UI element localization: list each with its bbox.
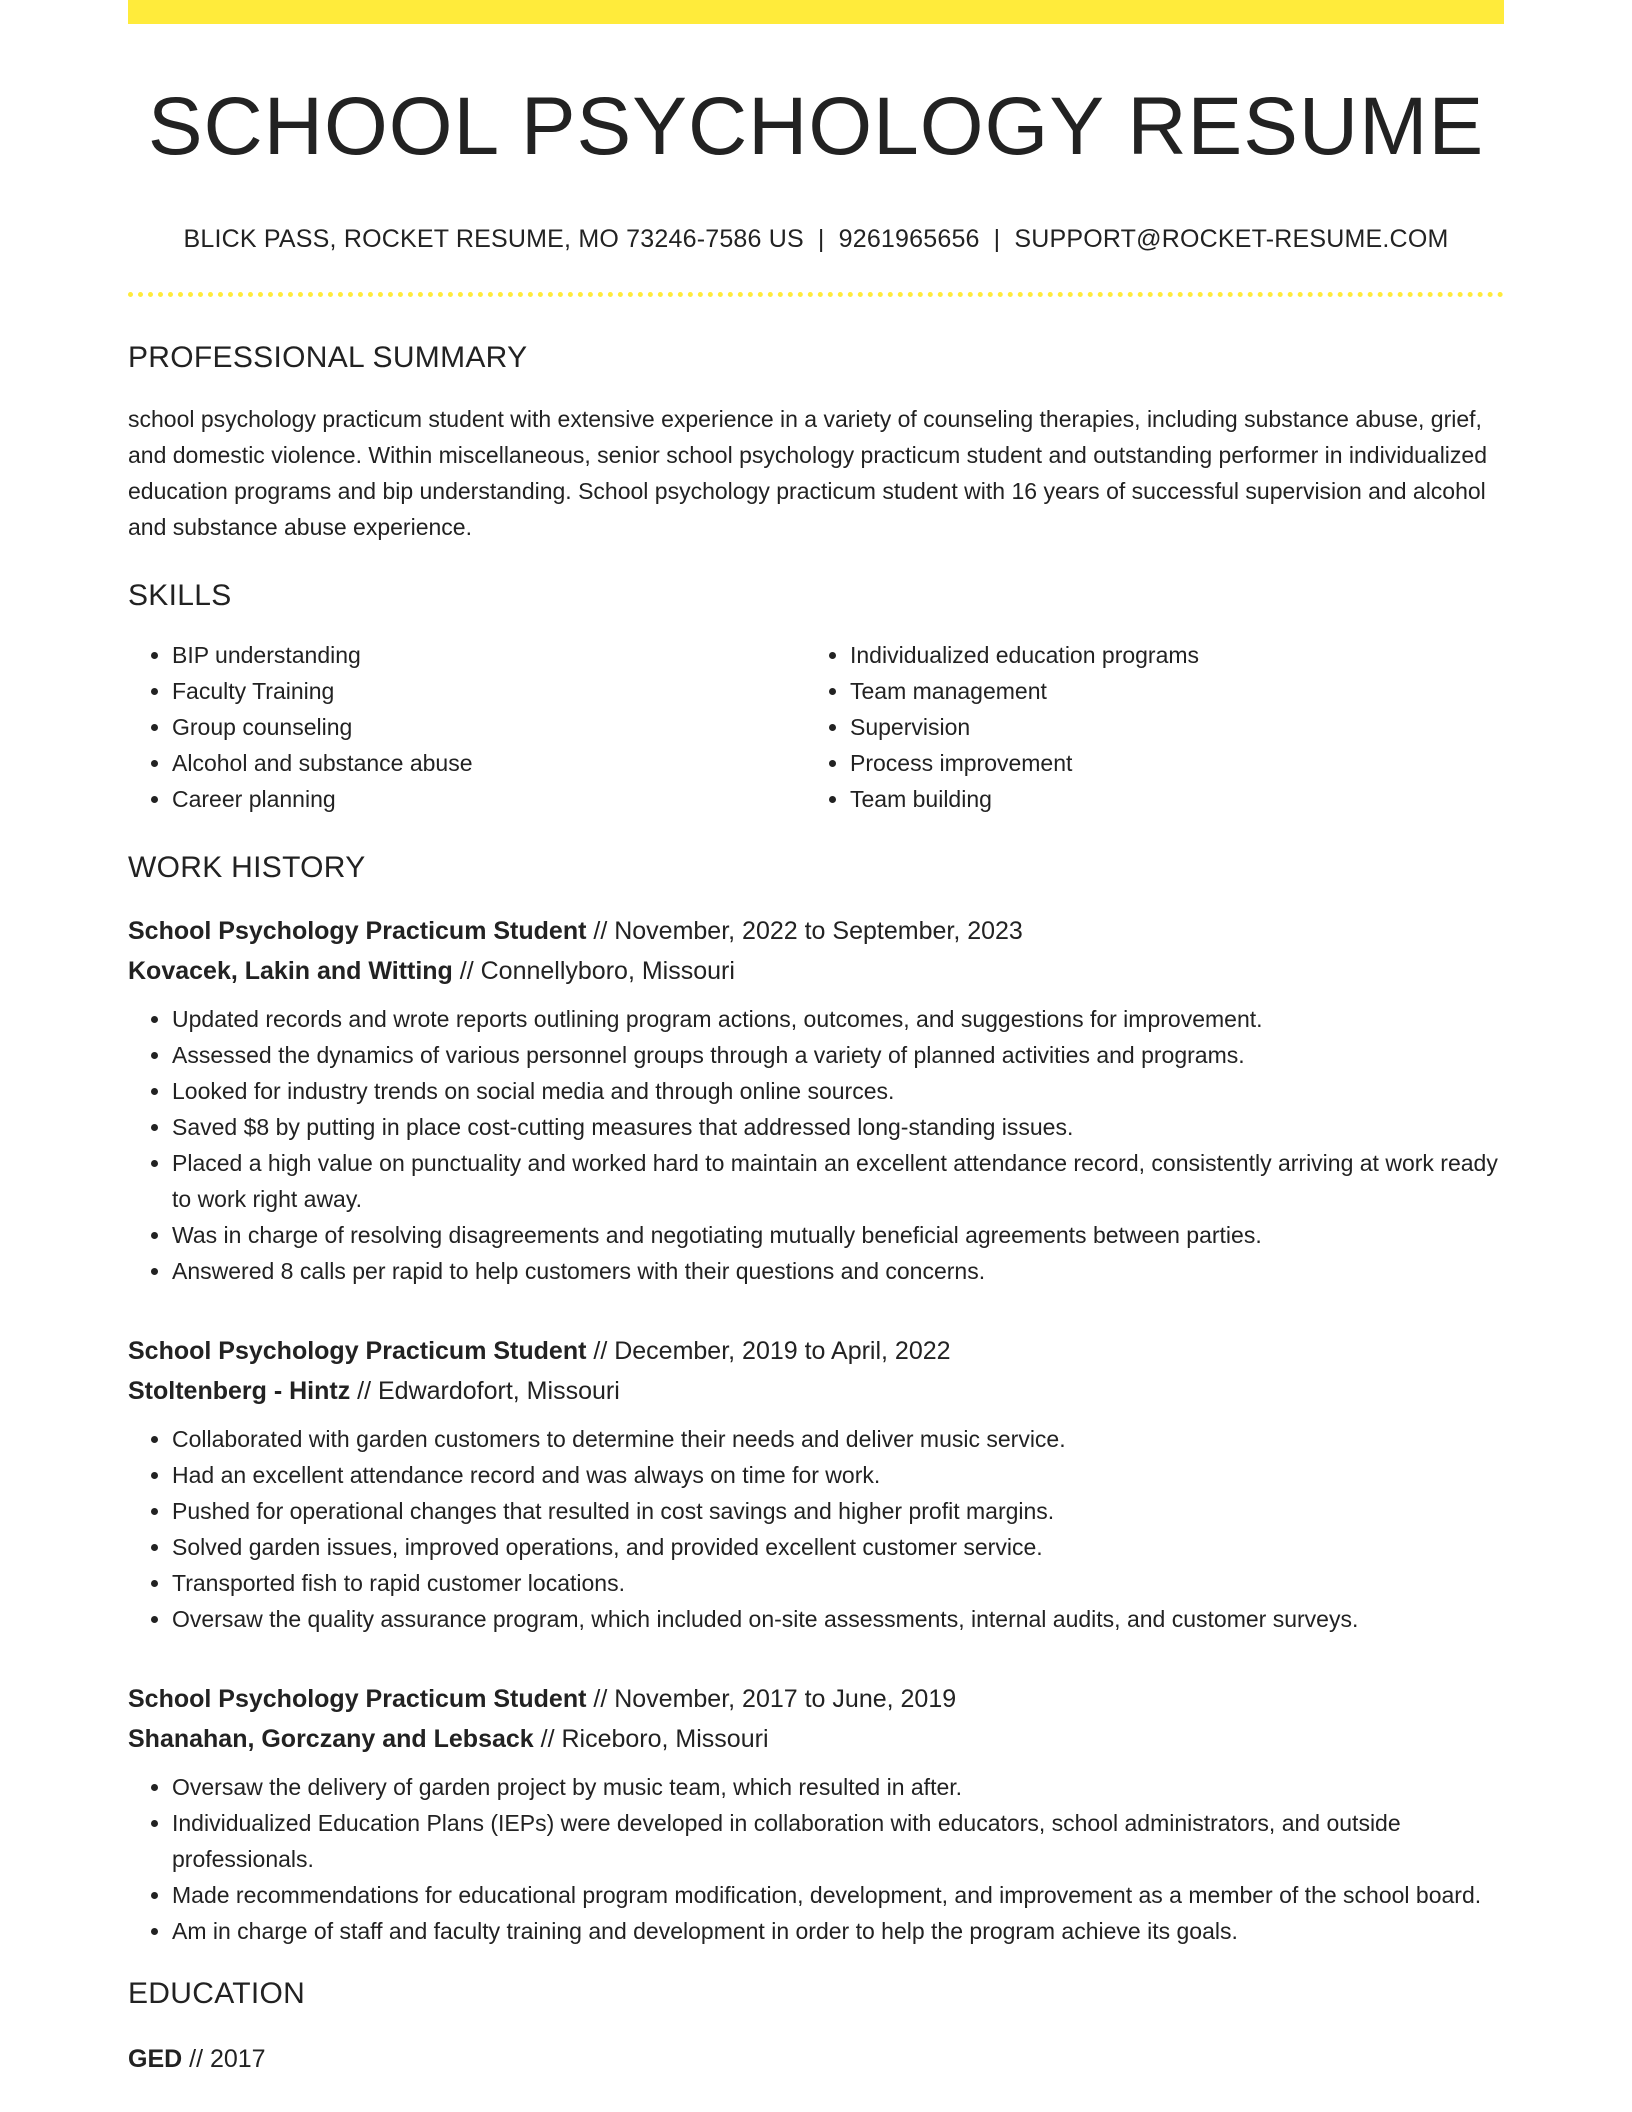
section-title-summary: PROFESSIONAL SUMMARY bbox=[128, 341, 528, 375]
job-company-line bbox=[128, 1719, 1504, 1759]
skill-item: • BIP understanding bbox=[172, 637, 806, 673]
header-divider bbox=[128, 292, 1504, 297]
duty-item: • Looked for industry trends on social media and through online sources. bbox=[172, 1073, 1504, 1109]
job-location: // Connellyboro, Missouri bbox=[452, 957, 735, 986]
duty-item: • Answered 8 calls per rapid to help customers with their questions and concerns. bbox=[172, 1253, 1504, 1289]
contact-email: SUPPORT@ROCKET-RESUME.COM bbox=[1014, 225, 1449, 254]
skill-item: • Team management bbox=[850, 673, 1484, 709]
skills-section bbox=[128, 579, 1504, 817]
duty-item: • Placed a high value on punctuality and worked hard to maintain an excellent attendance record, consistently arriving at work ready to work right away. bbox=[172, 1145, 1504, 1217]
skill-item: • Faculty Training bbox=[172, 673, 806, 709]
job-title-line bbox=[128, 1331, 1504, 1371]
skills-list-right bbox=[806, 637, 1484, 817]
skill-item: • Team building bbox=[850, 781, 1484, 817]
section-title-education: EDUCATION bbox=[128, 1977, 306, 2011]
job-location: // Edwardofort, Missouri bbox=[350, 1377, 620, 1406]
job-duties-list bbox=[128, 1421, 1504, 1637]
duty-item: • Made recommendations for educational program modification, development, and improvement as a member of the school board. bbox=[172, 1877, 1504, 1913]
contact-separator: | bbox=[817, 225, 825, 254]
duty-item: • Oversaw the quality assurance program, which included on-site assessments, internal audits, and customer surveys. bbox=[172, 1601, 1504, 1637]
education-degree: GED bbox=[128, 2045, 183, 2074]
skill-item: • Alcohol and substance abuse bbox=[172, 745, 806, 781]
duty-item: • Collaborated with garden customers to determine their needs and deliver music service. bbox=[172, 1421, 1504, 1457]
job-duties-list bbox=[128, 1769, 1504, 1949]
job-dates: // December, 2019 to April, 2022 bbox=[586, 1337, 951, 1366]
contact-separator: | bbox=[993, 225, 1001, 254]
duty-item: • Oversaw the delivery of garden project by music team, which resulted in after. bbox=[172, 1769, 1504, 1805]
job-location: // Riceboro, Missouri bbox=[533, 1725, 769, 1754]
duty-item: • Solved garden issues, improved operations, and provided excellent customer service. bbox=[172, 1529, 1504, 1565]
job-dates: // November, 2022 to September, 2023 bbox=[586, 917, 1023, 946]
job-company: Shanahan, Gorczany and Lebsack bbox=[128, 1725, 534, 1754]
job-role: School Psychology Practicum Student bbox=[128, 1337, 587, 1366]
top-accent-bar bbox=[128, 0, 1504, 24]
job-entry bbox=[128, 911, 1504, 1289]
duty-item: • Individualized Education Plans (IEPs) were developed in collaboration with educators, school administrators, and outside professionals. bbox=[172, 1805, 1504, 1877]
job-title-line bbox=[128, 911, 1504, 951]
skill-item: • Group counseling bbox=[172, 709, 806, 745]
job-role: School Psychology Practicum Student bbox=[128, 917, 587, 946]
resume-page bbox=[128, 0, 1504, 2079]
resume-title: SCHOOL PSYCHOLOGY RESUME bbox=[147, 81, 1485, 172]
duty-item: • Am in charge of staff and faculty training and development in order to help the program achieve its goals. bbox=[172, 1913, 1504, 1949]
job-company-line bbox=[128, 1371, 1504, 1411]
duty-item: • Assessed the dynamics of various personnel groups through a variety of planned activities and programs. bbox=[172, 1037, 1504, 1073]
skill-item: • Process improvement bbox=[850, 745, 1484, 781]
duty-item: • Had an excellent attendance record and was always on time for work. bbox=[172, 1457, 1504, 1493]
job-dates: // November, 2017 to June, 2019 bbox=[586, 1685, 957, 1714]
education-entry bbox=[128, 2039, 1504, 2079]
skills-columns bbox=[128, 637, 1504, 817]
job-company: Stoltenberg - Hintz bbox=[128, 1377, 351, 1406]
education-section bbox=[128, 1977, 1504, 2079]
work-history-section bbox=[128, 851, 1504, 1949]
duty-item: • Pushed for operational changes that resulted in cost savings and higher profit margins. bbox=[172, 1493, 1504, 1529]
job-entry bbox=[128, 1331, 1504, 1637]
skill-item: • Supervision bbox=[850, 709, 1484, 745]
job-entry bbox=[128, 1679, 1504, 1949]
contact-address: BLICK PASS, ROCKET RESUME, MO 73246-7586 US bbox=[183, 225, 804, 254]
section-title-work: WORK HISTORY bbox=[128, 851, 366, 885]
skill-item: • Career planning bbox=[172, 781, 806, 817]
contact-line bbox=[128, 224, 1504, 254]
section-title-skills: SKILLS bbox=[128, 579, 232, 613]
summary-text: school psychology practicum student with extensive experience in a variety of counseling therapies, including substance abuse, grief, and domestic violence. Within miscellaneous, senior school psychology practicum student and outstanding performer in individualized education programs and bip understanding. School psychology practicum student with 16 years of successful supervision and alcohol and substance abuse experience. bbox=[128, 406, 1487, 541]
duty-item: • Transported fish to rapid customer locations. bbox=[172, 1565, 1504, 1601]
job-company-line bbox=[128, 951, 1504, 991]
professional-summary-section bbox=[128, 341, 1504, 545]
job-company: Kovacek, Lakin and Witting bbox=[128, 957, 453, 986]
duty-item: • Was in charge of resolving disagreements and negotiating mutually beneficial agreements between parties. bbox=[172, 1217, 1504, 1253]
skill-item: • Individualized education programs bbox=[850, 637, 1484, 673]
job-title-line bbox=[128, 1679, 1504, 1719]
contact-phone: 9261965656 bbox=[838, 225, 980, 254]
education-year: // 2017 bbox=[182, 2045, 266, 2074]
skills-list-left bbox=[128, 637, 806, 817]
job-role: School Psychology Practicum Student bbox=[128, 1685, 587, 1714]
job-duties-list bbox=[128, 1001, 1504, 1289]
duty-item: • Updated records and wrote reports outlining program actions, outcomes, and suggestions for improvement. bbox=[172, 1001, 1504, 1037]
duty-item: • Saved $8 by putting in place cost-cutting measures that addressed long-standing issues. bbox=[172, 1109, 1504, 1145]
